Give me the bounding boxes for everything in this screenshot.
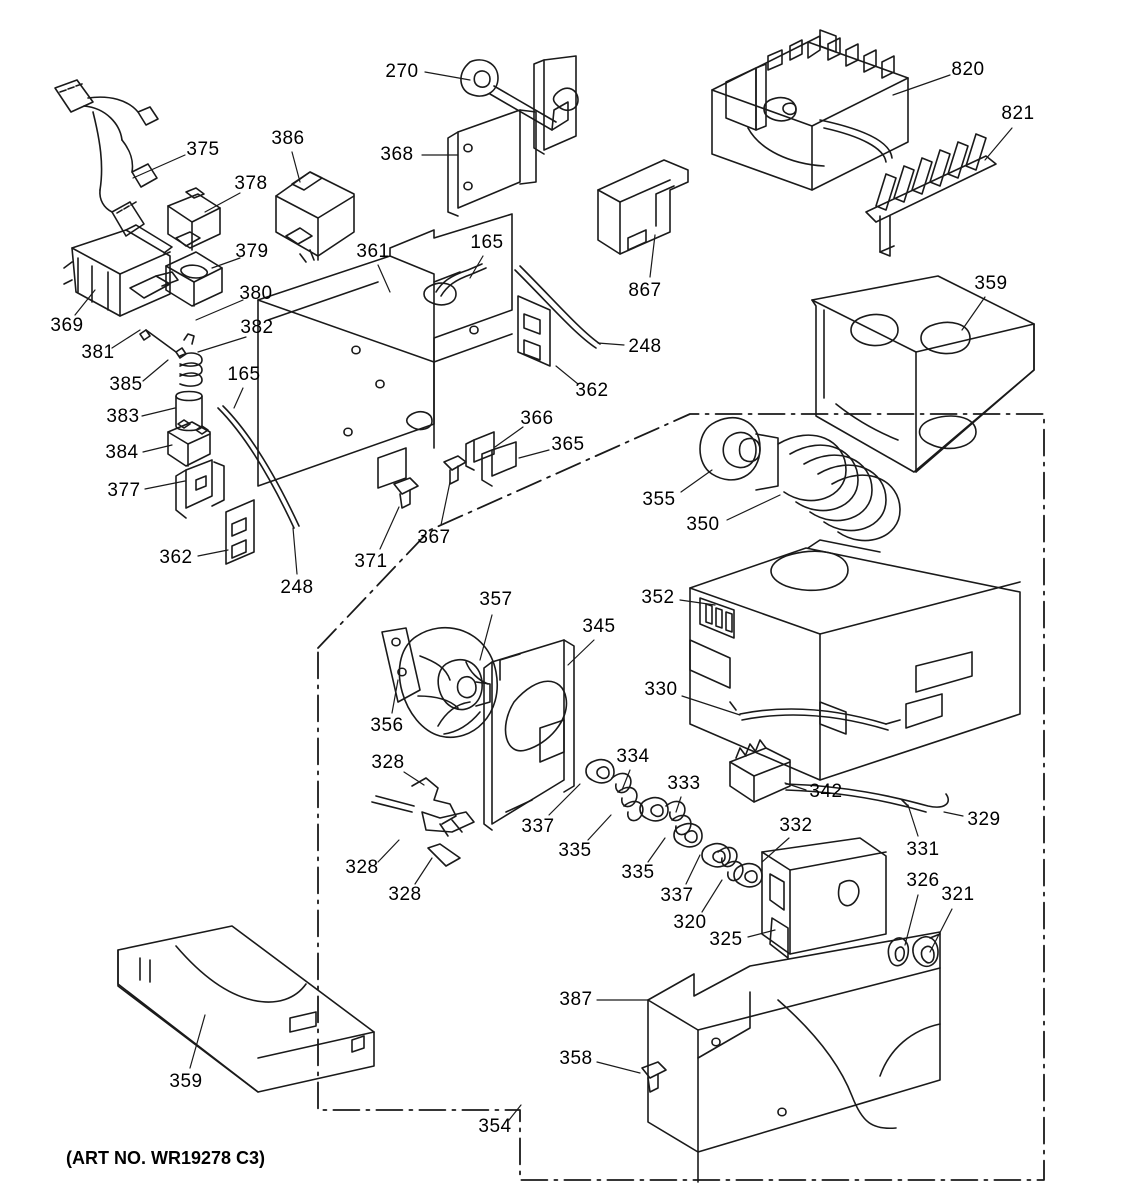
part-355-auger-coupling — [700, 418, 778, 490]
part-386-relay — [276, 172, 354, 262]
callout-number: 334 — [616, 746, 650, 767]
callout-leader-line — [441, 482, 450, 525]
part-270-auger-motor — [461, 60, 568, 130]
part-320-bushing — [734, 864, 762, 887]
part-387-housing — [648, 932, 940, 1182]
part-342-solenoid — [730, 740, 790, 802]
part-821-ejector — [866, 134, 996, 256]
callout-number: 328 — [345, 857, 379, 878]
part-359-left-panel — [118, 926, 374, 1092]
part-367-screw — [444, 456, 466, 484]
callout-leader-line — [380, 507, 399, 549]
callout-number: 335 — [621, 862, 655, 883]
part-350-auger-spring — [778, 435, 900, 540]
callout-number: 328 — [371, 752, 405, 773]
callout-leader-line — [681, 470, 712, 492]
callout-number: 352 — [641, 587, 675, 608]
callout-number: 368 — [380, 144, 414, 165]
callout-number: 337 — [660, 885, 694, 906]
callout-number: 331 — [906, 839, 940, 860]
callout-leader-line — [676, 797, 681, 812]
part-345-shroud — [484, 640, 574, 830]
part-332-spring — [718, 847, 743, 880]
callout-leader-line — [702, 880, 722, 912]
callout-number: 333 — [667, 773, 701, 794]
callout-leader-line — [196, 300, 243, 320]
callout-leader-line — [930, 909, 952, 952]
callout-number: 335 — [558, 840, 592, 861]
part-165-tube — [436, 264, 486, 296]
part-382-spring — [180, 334, 202, 386]
part-362-left-plate — [226, 500, 254, 564]
callout-leader-line — [415, 858, 432, 884]
callout-number: 382 — [240, 317, 274, 338]
callout-number: 387 — [559, 989, 593, 1010]
callout-number: 328 — [388, 884, 422, 905]
callout-leader-line — [588, 815, 611, 840]
part-337-bushing-a — [586, 760, 614, 783]
callout-leader-line — [519, 450, 549, 458]
callout-number: 375 — [186, 139, 220, 160]
part-356-bracket — [382, 628, 420, 702]
callout-number: 867 — [628, 280, 662, 301]
callout-number: 362 — [575, 380, 609, 401]
part-362-right-plate — [518, 296, 550, 366]
part-369-valve-body — [64, 225, 178, 316]
callout-number: 366 — [520, 408, 554, 429]
callout-number: 365 — [551, 434, 585, 455]
callout-leader-line — [234, 388, 243, 408]
callout-leader-line — [549, 784, 580, 815]
part-378-solenoid — [168, 188, 220, 250]
callout-leader-line — [568, 640, 594, 665]
callout-number: 820 — [951, 59, 985, 80]
part-820-icemaker — [712, 30, 908, 190]
callout-number: 345 — [582, 616, 616, 637]
callout-number: 354 — [478, 1116, 512, 1137]
callout-number: 358 — [559, 1048, 593, 1069]
callout-number: 362 — [159, 547, 193, 568]
part-335-bushing-b — [674, 824, 702, 847]
callout-number: 330 — [644, 679, 678, 700]
part-359-cover-right — [812, 276, 1034, 472]
callout-number: 386 — [271, 128, 305, 149]
leader-lines — [75, 72, 1012, 1120]
part-325-dispenser — [762, 838, 886, 958]
callout-leader-line — [727, 495, 780, 520]
callout-leader-line — [425, 72, 470, 80]
callout-number: 165 — [227, 364, 261, 385]
callout-number: 357 — [479, 589, 513, 610]
callout-leader-line — [292, 152, 300, 182]
callout-leader-line — [293, 528, 297, 574]
callout-leader-line — [985, 128, 1012, 160]
part-357-fan-motor — [399, 628, 497, 738]
callout-number: 359 — [169, 1071, 203, 1092]
callout-leader-line — [112, 330, 140, 348]
part-321-clip — [913, 934, 940, 966]
callout-leader-line — [598, 343, 624, 345]
callout-leader-line — [198, 550, 228, 556]
part-379-coil — [166, 252, 222, 306]
callout-number: 383 — [106, 406, 140, 427]
callout-number: 337 — [521, 816, 555, 837]
part-365-clip — [482, 442, 516, 486]
callout-leader-line — [143, 360, 168, 381]
part-358-screw — [642, 1062, 666, 1092]
callout-number: 385 — [109, 374, 143, 395]
callout-number: 342 — [809, 781, 843, 802]
callout-number: 367 — [417, 527, 451, 548]
callout-number: 329 — [967, 809, 1001, 830]
callout-leader-line — [648, 838, 665, 862]
callout-leader-line — [893, 75, 950, 95]
callout-number: 356 — [370, 715, 404, 736]
callout-number: 332 — [779, 815, 813, 836]
callout-number: 248 — [628, 336, 662, 357]
callout-number: 381 — [81, 342, 115, 363]
callout-number: 355 — [642, 489, 676, 510]
part-867-chute — [598, 160, 688, 254]
part-335-bushing-a — [640, 798, 668, 821]
part-381-385-pin — [140, 330, 186, 358]
callout-leader-line — [145, 481, 185, 489]
callout-leader-line — [198, 337, 246, 352]
part-334-spring — [612, 773, 643, 820]
callout-leader-line — [404, 772, 424, 785]
callout-leader-line — [378, 265, 390, 292]
part-375-harness — [55, 80, 158, 236]
callout-number: 379 — [235, 241, 269, 262]
callout-number: 326 — [906, 870, 940, 891]
callout-leader-line — [142, 408, 175, 416]
callout-number: 378 — [234, 173, 268, 194]
callout-number: 377 — [107, 480, 141, 501]
art-number-label: (ART NO. WR19278 C3) — [66, 1148, 266, 1168]
callout-number: 371 — [354, 551, 388, 572]
callout-number: 321 — [941, 884, 975, 905]
callout-leader-line — [686, 855, 700, 884]
callout-leader-line — [762, 838, 789, 862]
callout-number: 248 — [280, 577, 314, 598]
part-248-right-tube — [515, 266, 600, 348]
part-330-linkage — [730, 702, 900, 730]
callout-leader-line — [962, 297, 985, 330]
callout-number: 320 — [673, 912, 707, 933]
callout-leader-line — [597, 1062, 640, 1073]
callout-number: 270 — [385, 61, 419, 82]
callout-number: 821 — [1001, 103, 1035, 124]
part-377-bracket — [176, 460, 224, 518]
callout-leader-line — [378, 840, 399, 862]
callout-leader-line — [944, 812, 963, 816]
callout-number: 369 — [50, 315, 84, 336]
callout-number: 165 — [470, 232, 504, 253]
callout-number: 359 — [974, 273, 1008, 294]
callout-number: 350 — [686, 514, 720, 535]
callout-number: 361 — [356, 241, 390, 262]
callout-leader-line — [133, 155, 185, 178]
callout-number: 384 — [105, 442, 139, 463]
part-384-connector — [168, 420, 210, 466]
callout-number: 380 — [239, 283, 273, 304]
callout-leader-line — [470, 256, 483, 278]
part-371-screw — [394, 478, 418, 508]
callout-number: 325 — [709, 929, 743, 950]
callout-leader-line — [480, 615, 492, 660]
part-352-ice-bucket — [690, 540, 1020, 780]
